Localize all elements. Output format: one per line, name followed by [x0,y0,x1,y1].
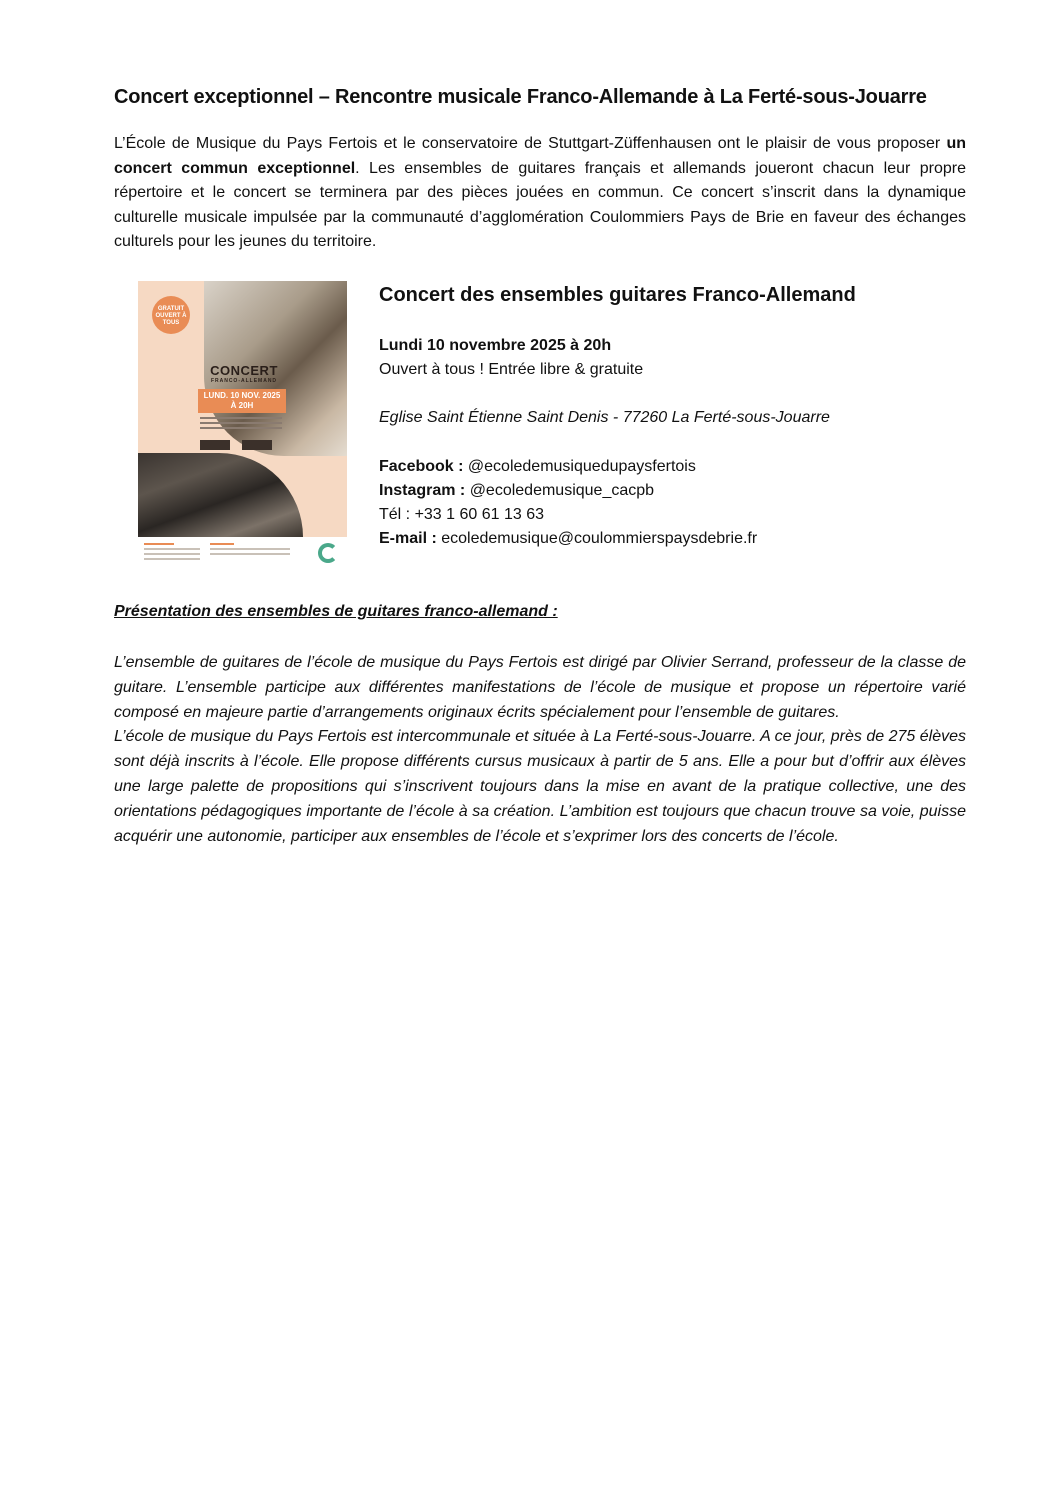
facebook-label: Facebook : [379,458,468,475]
concert-poster [138,281,347,569]
poster-free-badge: GRATUIT OUVERT À TOUS [152,296,190,334]
poster-footer-block-1 [144,543,200,565]
event-date: Lundi 10 novembre 2025 à 20h [379,337,612,354]
event-instagram [379,482,654,500]
poster-footer-block-2 [210,543,290,565]
poster-date-line1: LUND. 10 NOV. 2025 [203,391,281,400]
intro-paragraph [114,132,966,255]
poster-logos [200,437,284,449]
event-phone: Tél : +33 1 60 61 13 63 [379,506,545,523]
presentation-paragraph-1: L’ensemble de guitares de l’école de musique du Pays Fertois est dirigé par Olivier Serrand, professeur de la classe de guitare. L’ensemble participe aux différentes manifestations de l’école de musique et propose un répertoire varié composé en majeure partie d’arrangements originaux écrits spécialement pour l’ensemble de guitares. [114,654,966,721]
coulommiers-logo-icon [318,543,338,563]
poster-small-print [200,417,282,432]
poster-concert-title: CONCERT [210,363,278,378]
instagram-handle[interactable]: @ecoledemusique_cacpb [469,482,655,499]
presentation-paragraph-2: L’école de musique du Pays Fertois est intercommunale et située à La Ferté-sous-Jouarre. A ce jour, près de 275 élèves sont déjà inscrits à l’école. Elle propose différents cursus musicaux à partir de 5 ans. Elle a pour but d’offrir aux élèves une large palette de propositions qui s’inscrivent toujours dans la mise en avant de la pratique collective, une des orientations pédagogiques importante de l’école à sa création. L’ambition est toujours que chacun trouve sa voie, puisse acquérir une autonomie, participer aux ensembles de l’école et s’exprimer lors des concerts de l’école. [114,728,966,845]
event-admission: Ouvert à tous ! Entrée libre & gratuite [379,361,644,378]
poster-logo-left [200,440,230,450]
poster-footer [138,539,347,569]
event-location: Eglise Saint Étienne Saint Denis - 77260 La Ferté-sous-Jouarre [379,409,830,426]
instagram-label: Instagram : [379,482,470,499]
document-title: Concert exceptionnel – Rencontre musicale Franco-Allemande à La Ferté-sous-Jouarre [114,86,927,108]
event-email [379,530,757,548]
intro-text-2: . Les ensembles de guitares français et allemands joueront chacun leur propre répertoire et le concert se terminera par des pièces jouées en commun. Ce concert s’inscrit dans la dynamique culturelle musicale impulsée par la communauté d’agglomération Coulommiers Pays de Brie en faveur des échanges culturels pour les jeunes du territoire. [114,159,967,250]
intro-bold-text: un concert commun exceptionnel [114,135,966,177]
email-label: E-mail : [379,530,442,547]
event-facebook [379,458,696,476]
event-title: Concert des ensembles guitares Franco-Allemand [379,284,856,306]
intro-text-1: L’École de Musique du Pays Fertois et le conservatoire de Stuttgart-Züffenhausen ont le plaisir de vous proposer [114,135,947,152]
presentation-heading: Présentation des ensembles de guitares franco-allemand : [114,603,558,620]
email-address[interactable]: ecoledemusique@coulommierspaysdebrie.fr [441,530,758,547]
poster-date-line2: À 20H [230,401,254,410]
poster-date-box [198,389,286,413]
facebook-handle[interactable]: @ecoledemusiquedupaysfertois [467,458,696,475]
poster-franco-subtitle: FRANCO-ALLEMAND [210,378,278,384]
presentation-text [114,651,966,849]
poster-logo-right [242,440,272,450]
